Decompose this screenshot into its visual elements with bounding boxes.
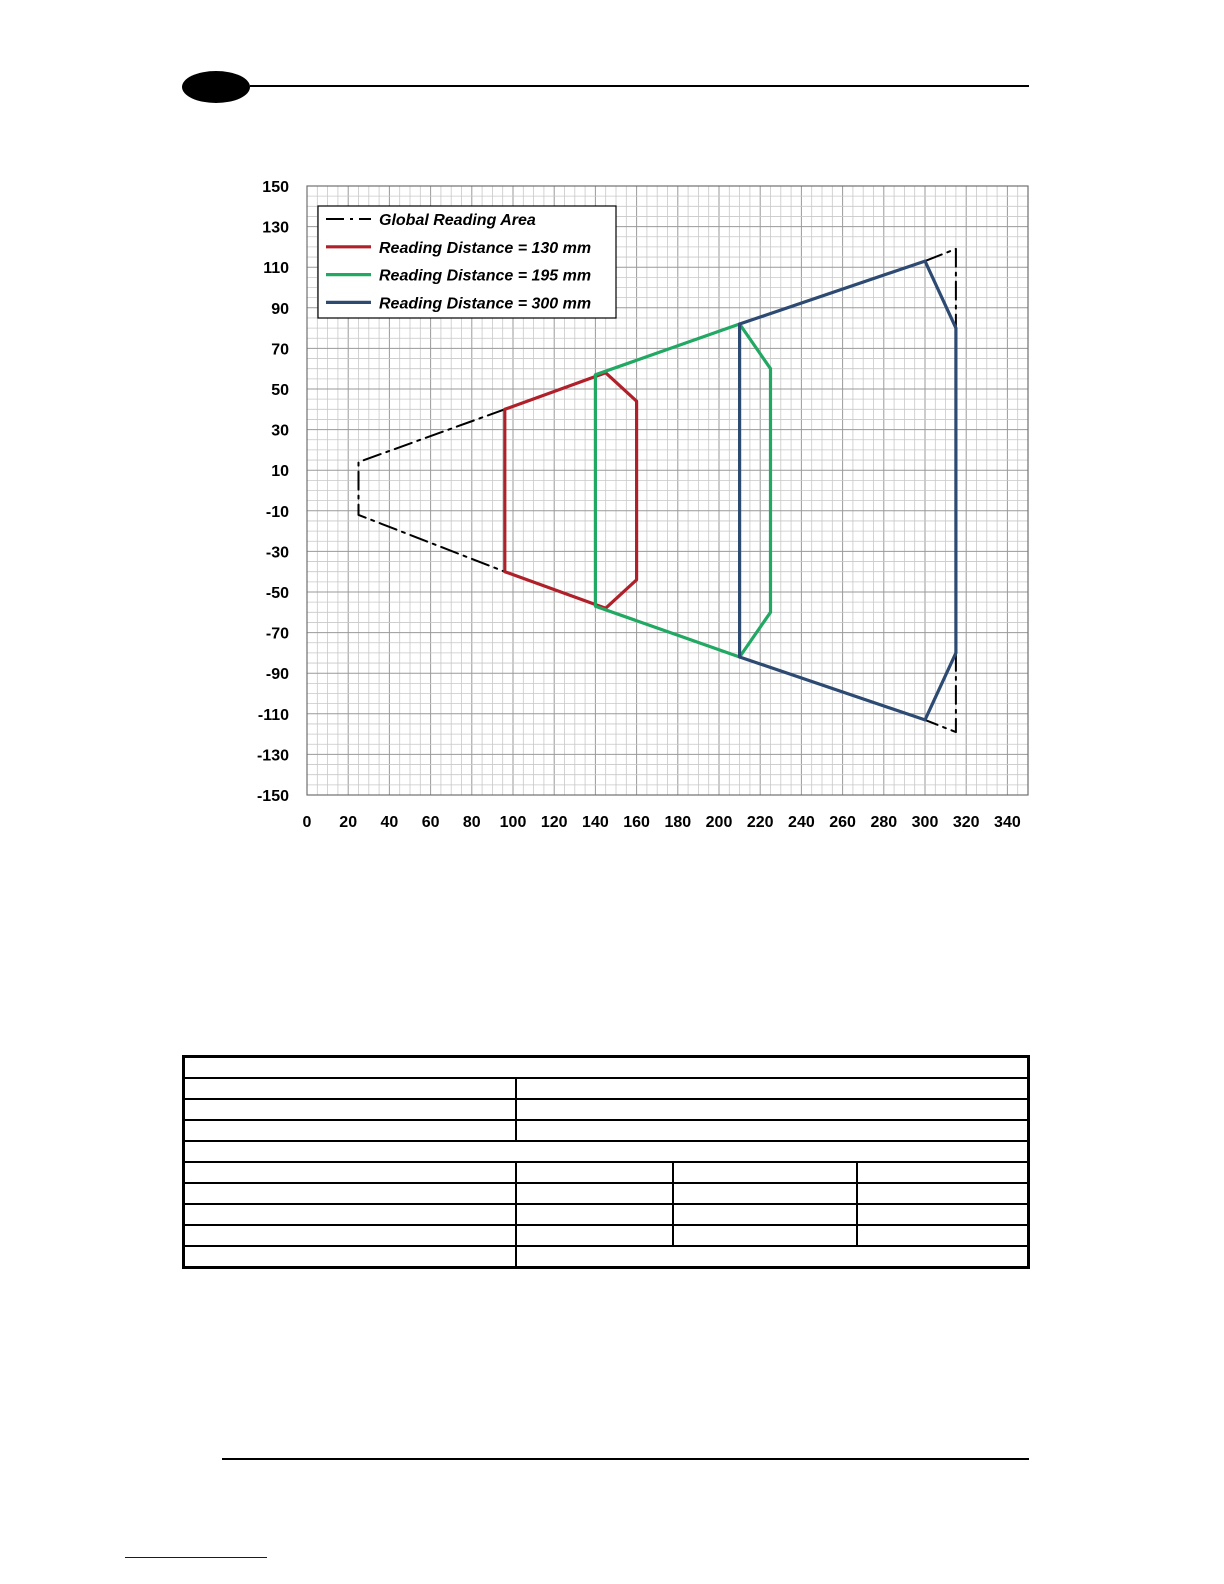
x-tick-label: 80 — [462, 814, 481, 831]
x-tick-label: 220 — [746, 814, 774, 831]
y-tick-label: 130 — [262, 219, 289, 237]
y-tick-label: 110 — [263, 260, 289, 278]
table-row — [184, 1057, 1029, 1079]
legend-label: Reading Distance = 300 mm — [379, 295, 592, 313]
table-cell — [184, 1057, 1029, 1079]
footer-rule — [222, 1458, 1029, 1460]
table-cell — [516, 1225, 673, 1246]
table-cell — [184, 1141, 1029, 1162]
table-cell — [184, 1120, 517, 1141]
table-cell — [184, 1246, 517, 1268]
x-tick-label: 180 — [664, 814, 692, 831]
table-cell — [184, 1162, 517, 1183]
y-tick-label: -30 — [265, 544, 289, 562]
specification-table — [182, 1055, 1030, 1269]
chart-legend — [318, 206, 616, 318]
table-cell — [857, 1162, 1029, 1183]
table-cell — [516, 1078, 1029, 1099]
legend-label: Reading Distance = 195 mm — [379, 267, 592, 285]
table-cell — [184, 1225, 517, 1246]
y-tick-label: -10 — [265, 503, 289, 521]
y-tick-label: 10 — [271, 463, 289, 481]
table-cell — [673, 1162, 857, 1183]
legend-label: Global Reading Area — [379, 212, 536, 229]
y-tick-label: 70 — [271, 341, 289, 359]
footer-link[interactable] — [125, 1557, 267, 1558]
table-cell — [516, 1183, 673, 1204]
x-tick-label: 300 — [911, 814, 939, 831]
table-row — [184, 1225, 1029, 1246]
table-cell — [516, 1204, 673, 1225]
x-tick-label: 160 — [623, 814, 650, 831]
table-row — [184, 1120, 1029, 1141]
table-cell — [184, 1204, 517, 1225]
x-tick-label: 40 — [380, 814, 399, 831]
table-cell — [516, 1099, 1029, 1120]
x-tick-label: 60 — [421, 814, 440, 831]
table-cell — [516, 1162, 673, 1183]
table-row — [184, 1078, 1029, 1099]
table-row — [184, 1183, 1029, 1204]
table-cell — [857, 1204, 1029, 1225]
table-row — [184, 1162, 1029, 1183]
y-tick-label: 150 — [262, 179, 289, 196]
x-tick-label: 100 — [499, 814, 527, 831]
table-cell — [516, 1120, 1029, 1141]
y-tick-label: -110 — [257, 706, 289, 724]
table-row — [184, 1246, 1029, 1268]
x-tick-label: 260 — [829, 814, 856, 831]
y-tick-label: -70 — [265, 625, 289, 643]
x-tick-label: 240 — [788, 814, 815, 831]
y-tick-label: -90 — [265, 666, 289, 684]
y-tick-label: 30 — [271, 422, 289, 440]
table-cell — [673, 1183, 857, 1204]
table-cell — [184, 1099, 517, 1120]
table-cell — [673, 1204, 857, 1225]
x-tick-label: 20 — [339, 814, 358, 831]
y-tick-label: -150 — [256, 788, 289, 805]
table-cell — [184, 1078, 517, 1099]
table-row — [184, 1141, 1029, 1162]
y-tick-label: -130 — [256, 747, 289, 765]
table-cell — [184, 1183, 517, 1204]
x-tick-label: 200 — [705, 814, 733, 831]
y-tick-label: 50 — [271, 382, 289, 399]
table-cell — [673, 1225, 857, 1246]
y-tick-label: 90 — [271, 300, 289, 318]
x-tick-label: 140 — [582, 814, 609, 831]
table-cell — [857, 1183, 1029, 1204]
x-tick-label: 320 — [952, 814, 980, 831]
table-cell — [516, 1246, 1029, 1268]
legend-label: Reading Distance = 130 mm — [379, 239, 592, 257]
y-tick-label: -50 — [265, 585, 289, 602]
table-row — [184, 1099, 1029, 1120]
table-row — [184, 1204, 1029, 1225]
table-cell — [857, 1225, 1029, 1246]
x-tick-label: 340 — [994, 814, 1021, 831]
x-tick-label: 120 — [540, 814, 568, 831]
x-tick-label: 280 — [870, 814, 898, 831]
x-tick-label: 0 — [302, 814, 312, 831]
